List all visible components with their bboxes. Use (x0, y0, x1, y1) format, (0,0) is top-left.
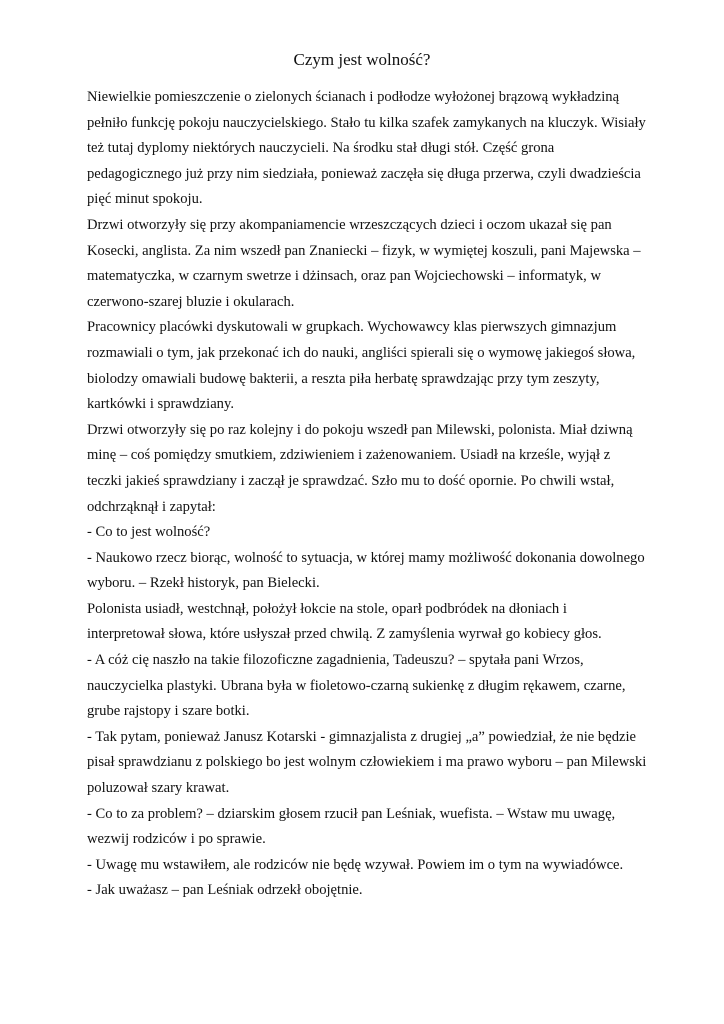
document-body (87, 85, 647, 904)
paragraph: Pracownicy placówki dyskutowali w grupkach. Wychowawcy klas pierwszych gimnazjum rozmawiali o tym, jak przekonać ich do nauki, angliści spierali się o wymowę jakiegoś słowa, biolodzy omawiali budowę bakterii, a reszta piła herbatę sprawdzając przy tym zeszyty, kartkówki i sprawdziany. (87, 319, 636, 413)
paragraph: Drzwi otworzyły się po raz kolejny i do pokoju wszedł pan Milewski, polonista. Miał dziwną minę – coś pomiędzy smutkiem, zdziwieniem i zażenowaniem. Usiadł na krześle, wyjął z teczki jakieś sprawdziany i zaczął je sprawdzać. Szło mu to dość opornie. Po chwili wstał, odchrząknął i zapytał: (87, 421, 633, 515)
dialogue-line: - Naukowo rzecz biorąc, wolność to sytuacja, w której mamy możliwość dokonania dowolnego wyboru. – Rzekł historyk, pan Bielecki. (87, 549, 645, 592)
dialogue-line: - Co to za problem? – dziarskim głosem rzucił pan Leśniak, wuefista. – Wstaw mu uwagę, wezwij rodziców i po sprawie. (87, 805, 616, 848)
dialogue-line: - Jak uważasz – pan Leśniak odrzekł obojętnie. (87, 882, 363, 899)
document-title: Czym jest wolność? (293, 50, 431, 69)
paragraph: Polonista usiadł, westchnął, położył łokcie na stole, oparł podbródek na dłoniach i interpretował słowa, które usłyszał przed chwilą. Z zamyślenia wyrwał go kobiecy głos. (87, 600, 602, 643)
dialogue-line: - A cóż cię naszło na takie filozoficzne zagadnienia, Tadeuszu? – spytała pani Wrzos, nauczycielka plastyki. Ubrana była w fioletowo-czarną sukienkę z długim rękawem, czarne, grube rajstopy i szare botki. (87, 652, 626, 720)
dialogue-line: - Tak pytam, ponieważ Janusz Kotarski - gimnazjalista z drugiej „a” powiedział, że nie będzie pisał sprawdzianu z polskiego bo jest wolnym człowiekiem i ma prawo wyboru – pan Milewski poluzował szary krawat. (87, 728, 647, 797)
paragraph: Niewielkie pomieszczenie o zielonych ścianach i podłodze wyłożonej brązową wykładziną pełniło funkcję pokoju nauczycielskiego. Stało tu kilka szafek zamykanych na kluczyk. Wisiały też tutaj dyplomy niektórych nauczycieli. Na środku stał długi stół. Część grona pedagogicznego już przy nim siedziała, ponieważ zaczęła się długa przerwa, czyli dwadzieścia pięć minut spokoju. (87, 89, 646, 208)
paragraph: Drzwi otworzyły się przy akompaniamencie wrzeszczących dzieci i oczom ukazał się pan Kosecki, anglista. Za nim wszedł pan Znaniecki – fizyk, w wymiętej koszuli, pani Majewska – matematyczka, w czarnym swetrze i dżinsach, oraz pan Wojciechowski – informatyk, w czerwono-szarej bluzie i okularach. (87, 216, 641, 310)
dialogue-line: - Uwagę mu wstawiłem, ale rodziców nie będę wzywał. Powiem im o tym na wywiadówce. (87, 856, 624, 873)
dialogue-line: - Co to jest wolność? (87, 524, 211, 541)
